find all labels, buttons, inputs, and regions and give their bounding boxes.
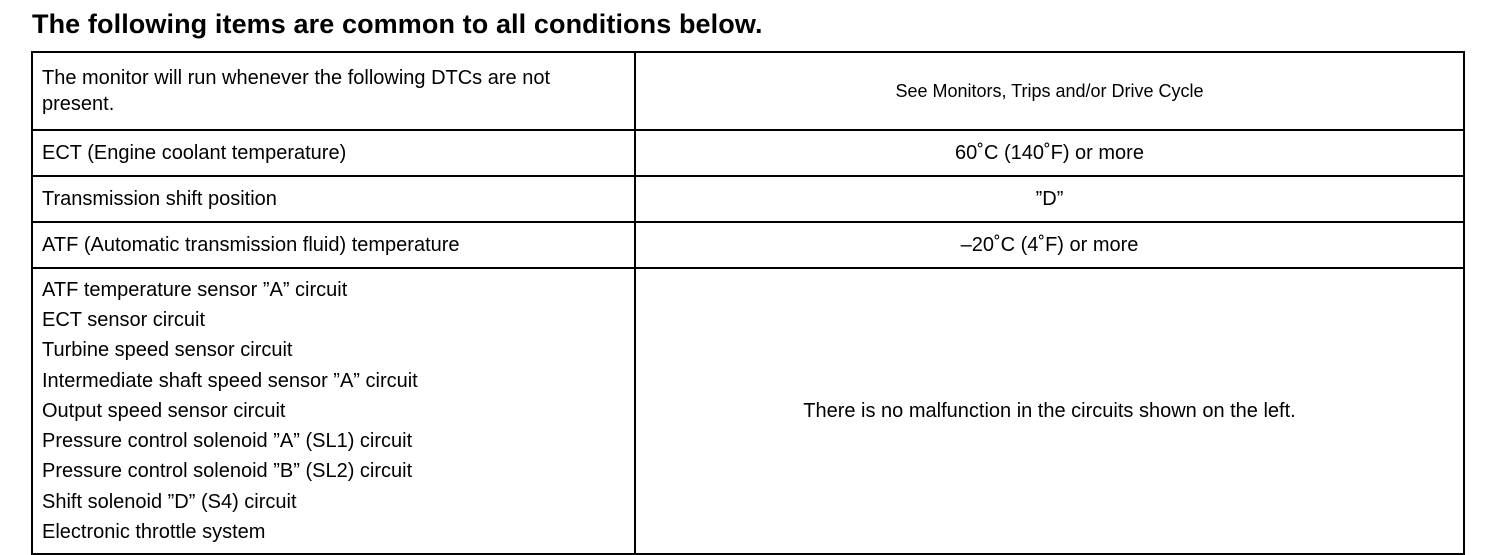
- value-cell: 60˚C (140˚F) or more: [635, 130, 1464, 176]
- list-item: Pressure control solenoid ”B” (SL2) circuit: [42, 460, 413, 483]
- list-item: Electronic throttle system: [42, 520, 266, 543]
- list-item: ATF temperature sensor ”A” circuit: [42, 279, 348, 302]
- conditions-table: [31, 51, 1465, 555]
- value-cell: See Monitors, Trips and/or Drive Cycle: [635, 52, 1464, 130]
- list-item: ECT sensor circuit: [42, 309, 206, 332]
- page-heading: The following items are common to all conditions below.: [32, 9, 763, 39]
- condition-text-line: The monitor will run whenever the following DTCs are not: [42, 67, 550, 89]
- list-item: Shift solenoid ”D” (S4) circuit: [42, 490, 297, 513]
- table-row-circuits: [32, 268, 1464, 554]
- table-row-dtc: [32, 52, 1464, 130]
- condition-cell: Transmission shift position: [32, 176, 635, 222]
- table-row-ect: [32, 130, 1464, 176]
- table-row-atf-temperature: [32, 222, 1464, 268]
- list-item: Output speed sensor circuit: [42, 399, 286, 422]
- list-item: Intermediate shaft speed sensor ”A” circuit: [42, 369, 418, 392]
- table-row-shift-position: [32, 176, 1464, 222]
- value-cell: –20˚C (4˚F) or more: [635, 222, 1464, 268]
- list-item: Pressure control solenoid ”A” (SL1) circuit: [42, 430, 413, 453]
- condition-cell: ATF (Automatic transmission fluid) temperature: [32, 222, 635, 268]
- condition-cell: ECT (Engine coolant temperature): [32, 130, 635, 176]
- value-cell: There is no malfunction in the circuits shown on the left.: [635, 268, 1464, 554]
- condition-cell: [32, 52, 635, 130]
- value-cell: ”D”: [635, 176, 1464, 222]
- condition-text-line: present.: [42, 93, 115, 115]
- circuit-list-cell: [32, 268, 635, 554]
- list-item: Turbine speed sensor circuit: [42, 339, 293, 362]
